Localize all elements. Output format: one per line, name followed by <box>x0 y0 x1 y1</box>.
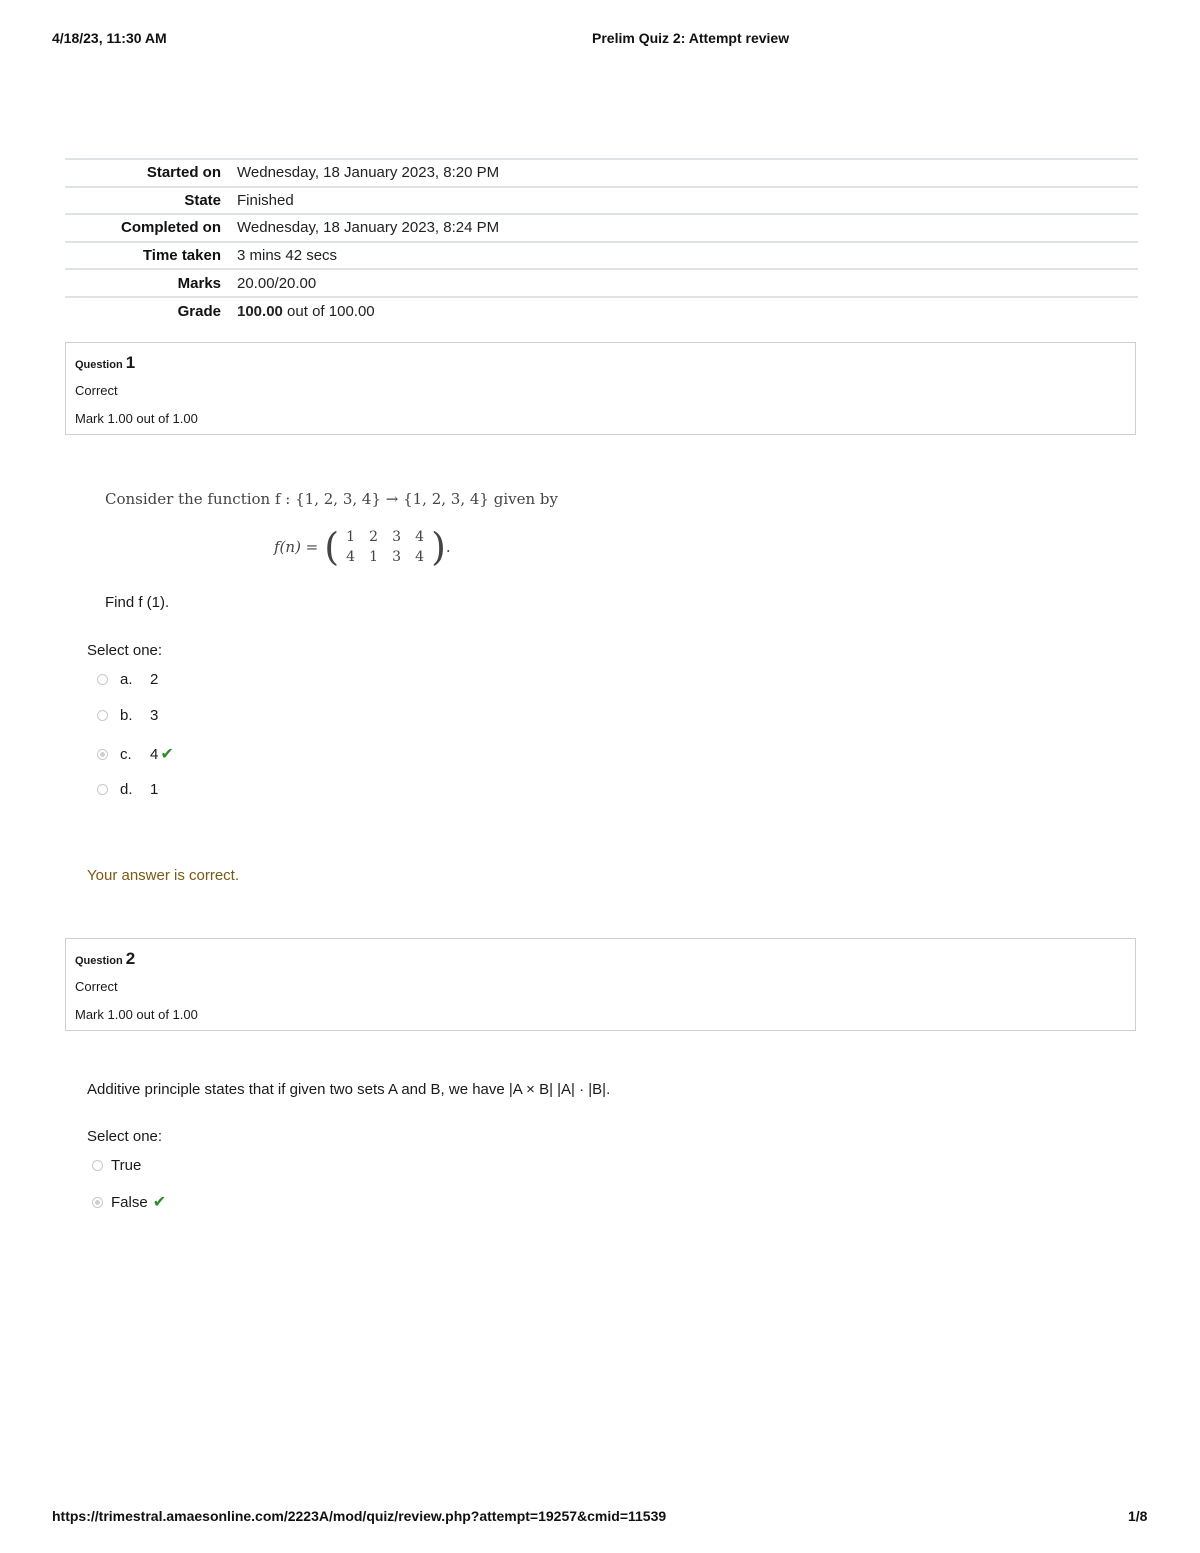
option-text: False <box>111 1193 148 1211</box>
radio-button-selected[interactable] <box>97 749 108 760</box>
summary-label: State <box>184 191 221 209</box>
print-url: https://trimestral.amaesonline.com/2223A/mod/quiz/review.php?attempt=19257&cmid=11539 <box>52 1508 667 1524</box>
radio-button-selected[interactable] <box>92 1197 103 1208</box>
question-number <box>75 353 135 373</box>
matrix-cell: 4 <box>415 529 425 545</box>
summary-label: Marks <box>177 274 221 292</box>
summary-value: Finished <box>237 191 294 209</box>
answer-option-c[interactable] <box>97 744 174 764</box>
question-1-info <box>65 342 1136 435</box>
question-state: Correct <box>75 979 118 994</box>
matrix-cell: 2 <box>369 529 379 545</box>
option-text: 4 <box>150 745 159 763</box>
summary-row-time-taken <box>65 242 1138 270</box>
summary-row-marks <box>65 269 1138 297</box>
summary-value: 20.00/20.00 <box>237 274 317 292</box>
right-paren: ) <box>431 525 446 569</box>
summary-label: Time taken <box>142 247 221 265</box>
question-number-value: 2 <box>125 949 136 968</box>
option-text: 1 <box>150 781 159 798</box>
summary-row-grade <box>65 297 1138 325</box>
matrix-cell: 1 <box>369 549 379 565</box>
answer-option-a[interactable] <box>97 671 158 688</box>
question-1-feedback: Your answer is correct. <box>87 867 240 884</box>
question-number-value: 1 <box>125 353 136 372</box>
summary-value: Wednesday, 18 January 2023, 8:24 PM <box>237 219 500 237</box>
question-number <box>75 949 135 969</box>
option-letter: a. <box>120 671 133 688</box>
option-letter: c. <box>120 745 132 763</box>
summary-label: Grade <box>177 302 221 320</box>
option-text: 2 <box>150 671 159 688</box>
question-grade: Mark 1.00 out of 1.00 <box>75 411 198 426</box>
grade-score: 100.00 <box>237 302 283 320</box>
question-grade: Mark 1.00 out of 1.00 <box>75 1007 198 1022</box>
answer-option-b[interactable] <box>97 707 158 724</box>
summary-row-state <box>65 187 1138 215</box>
question-word: Question <box>75 955 123 967</box>
print-page-title: Prelim Quiz 2: Attempt review <box>592 30 790 46</box>
question-word: Question <box>75 359 123 371</box>
matrix-cell: 4 <box>415 549 425 565</box>
summary-value <box>237 297 1138 325</box>
question-state: Correct <box>75 383 118 398</box>
question-1-matrix: f(n) = ( 1 2 3 4 4 1 3 4 ) . <box>274 525 451 569</box>
question-2-prompt: Additive principle states that if given two sets A and B, we have |A × B| |A| · |B|. <box>87 1081 611 1098</box>
question-2-info <box>65 938 1136 1031</box>
matrix-cell: 3 <box>392 549 402 565</box>
radio-button[interactable] <box>97 710 108 721</box>
option-letter: b. <box>120 707 133 724</box>
matrix-cell: 3 <box>392 529 402 545</box>
question-2-select-label: Select one: <box>87 1128 163 1145</box>
question-1-select-label: Select one: <box>87 642 163 659</box>
option-text: True <box>111 1157 142 1174</box>
summary-value: Wednesday, 18 January 2023, 8:20 PM <box>237 164 500 182</box>
check-icon: ✔ <box>160 746 174 763</box>
left-paren: ( <box>324 525 340 569</box>
print-datetime: 4/18/23, 11:30 AM <box>52 30 167 46</box>
radio-button[interactable] <box>97 784 108 795</box>
summary-row-started <box>65 159 1138 187</box>
summary-value: 3 mins 42 secs <box>237 247 338 265</box>
radio-button[interactable] <box>97 674 108 685</box>
print-page-number: 1/8 <box>1128 1508 1148 1524</box>
matrix-lhs: f(n) = <box>274 538 319 556</box>
option-letter: d. <box>120 781 133 798</box>
answer-option-false[interactable] <box>92 1192 166 1212</box>
option-text: 3 <box>150 707 159 724</box>
attempt-summary-table <box>65 158 1138 325</box>
answer-option-d[interactable] <box>97 781 158 798</box>
question-1-intro: Consider the function f : {1, 2, 3, 4} → {1, 2, 3, 4} given by <box>105 490 558 508</box>
check-icon: ✔ <box>152 1194 167 1211</box>
summary-row-completed <box>65 214 1138 242</box>
summary-label: Started on <box>146 164 221 182</box>
question-1-prompt: Find f (1). <box>105 594 170 611</box>
summary-label: Completed on <box>121 219 221 237</box>
matrix-body <box>339 527 431 567</box>
radio-button[interactable] <box>92 1160 103 1171</box>
grade-out-of: out of 100.00 <box>282 302 375 320</box>
matrix-cell: 4 <box>346 549 356 565</box>
answer-option-true[interactable] <box>92 1157 141 1174</box>
matrix-cell: 1 <box>346 529 356 545</box>
